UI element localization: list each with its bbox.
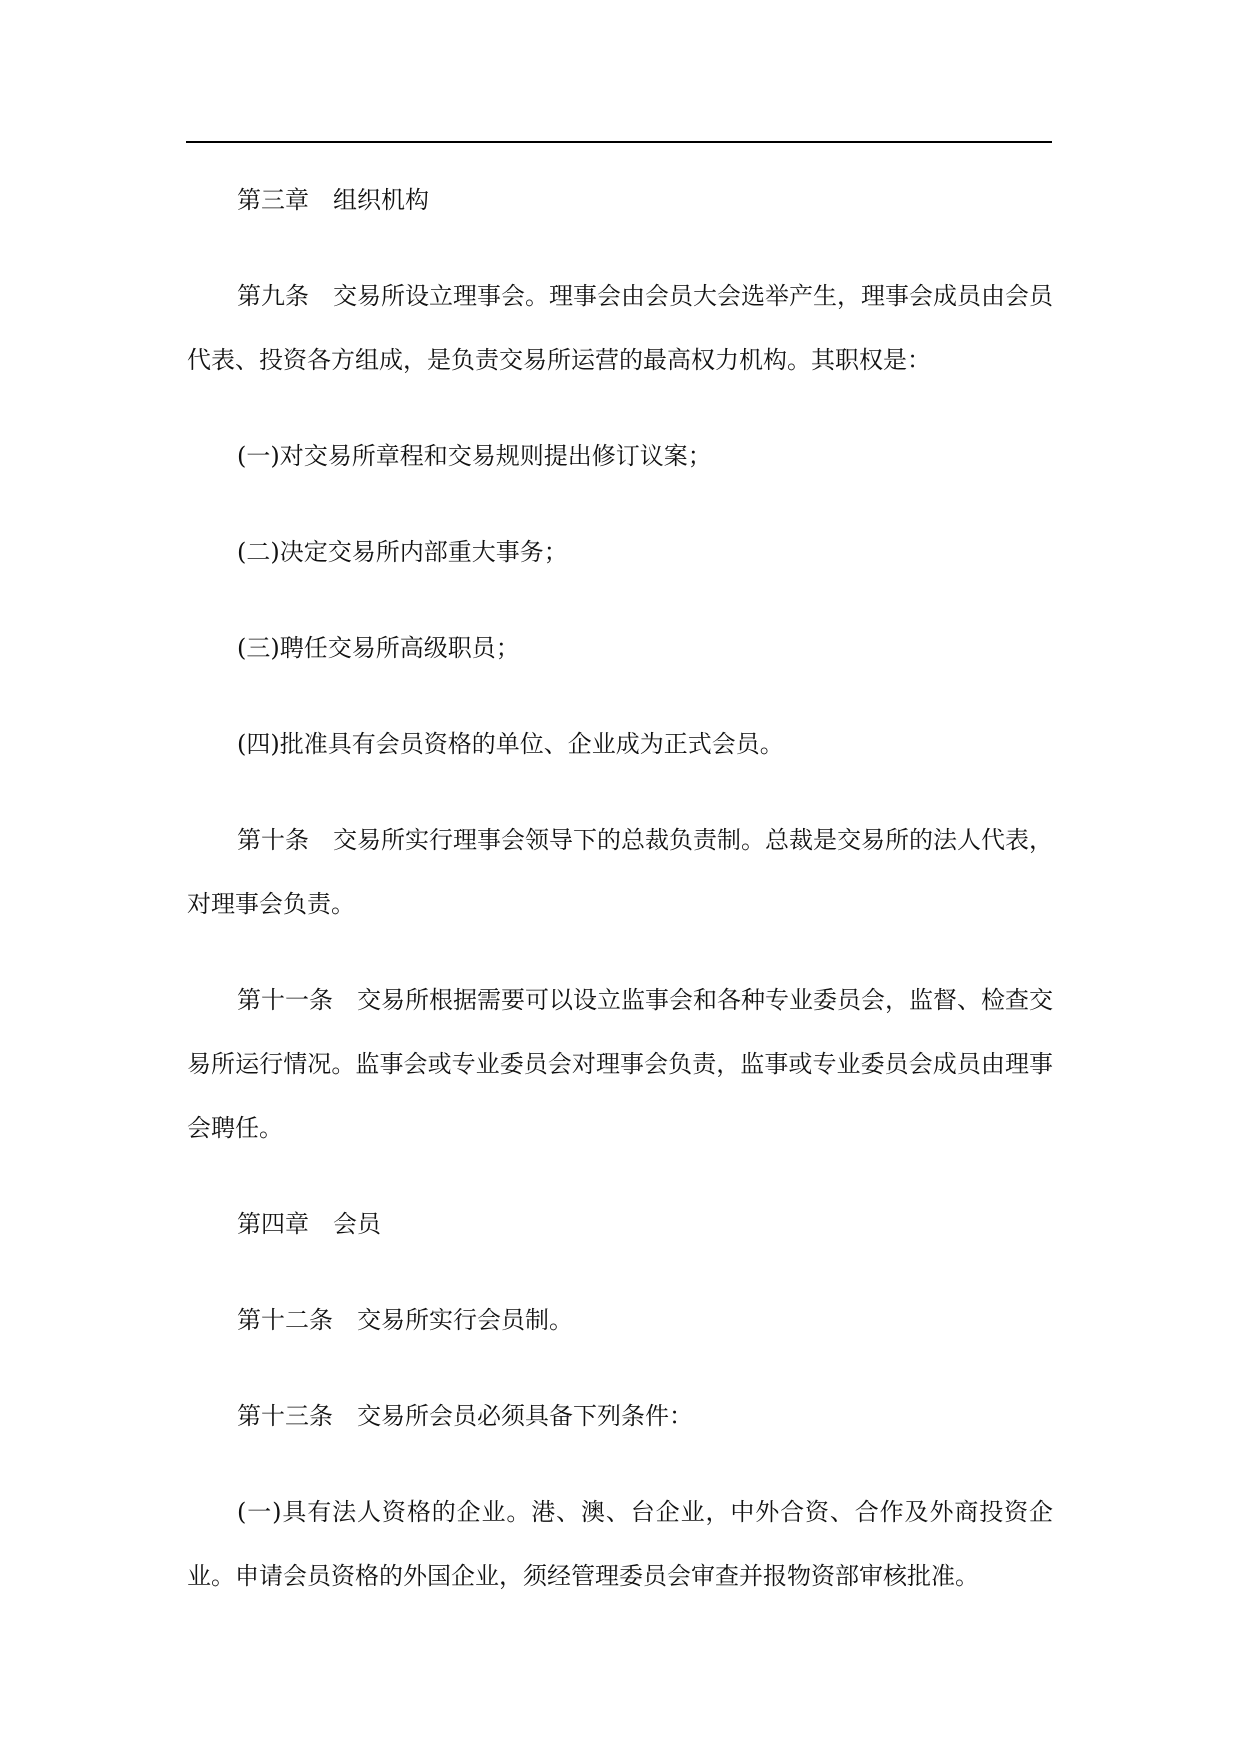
list-item: (一)对交易所章程和交易规则提出修订议案； — [237, 442, 712, 470]
chapter-heading: 第四章 会员 — [237, 1210, 381, 1238]
article-paragraph: 第十一条 交易所根据需要可以设立监事会和各种专业委员会，监督、检查交易所运行情况。监事会或专业委员会对理事会负责，监事或专业委员会成员由理事会聘任。 — [187, 986, 1053, 1142]
chapter-heading: 第三章 组织机构 — [237, 186, 429, 214]
article-paragraph: 第十条 交易所实行理事会领导下的总裁负责制。总裁是交易所的法人代表，对理事会负责。 — [187, 826, 1053, 918]
article-paragraph: 第九条 交易所设立理事会。理事会由会员大会选举产生，理事会成员由会员代表、投资各方组成，是负责交易所运营的最高权力机构。其职权是： — [187, 282, 1053, 374]
list-item: (三)聘任交易所高级职员； — [237, 634, 520, 662]
list-item: (四)批准具有会员资格的单位、企业成为正式会员。 — [237, 730, 784, 758]
document-body — [187, 168, 1053, 1640]
list-item: (一)具有法人资格的企业。港、澳、台企业，中外合资、合作及外商投资企业。申请会员资格的外国企业，须经管理委员会审查并报物资部审核批准。 — [187, 1498, 1053, 1590]
article-paragraph: 第十三条 交易所会员必须具备下列条件： — [237, 1402, 693, 1430]
list-item: (二)决定交易所内部重大事务； — [237, 538, 568, 566]
header-rule — [186, 141, 1052, 143]
article-paragraph: 第十二条 交易所实行会员制。 — [237, 1306, 573, 1334]
